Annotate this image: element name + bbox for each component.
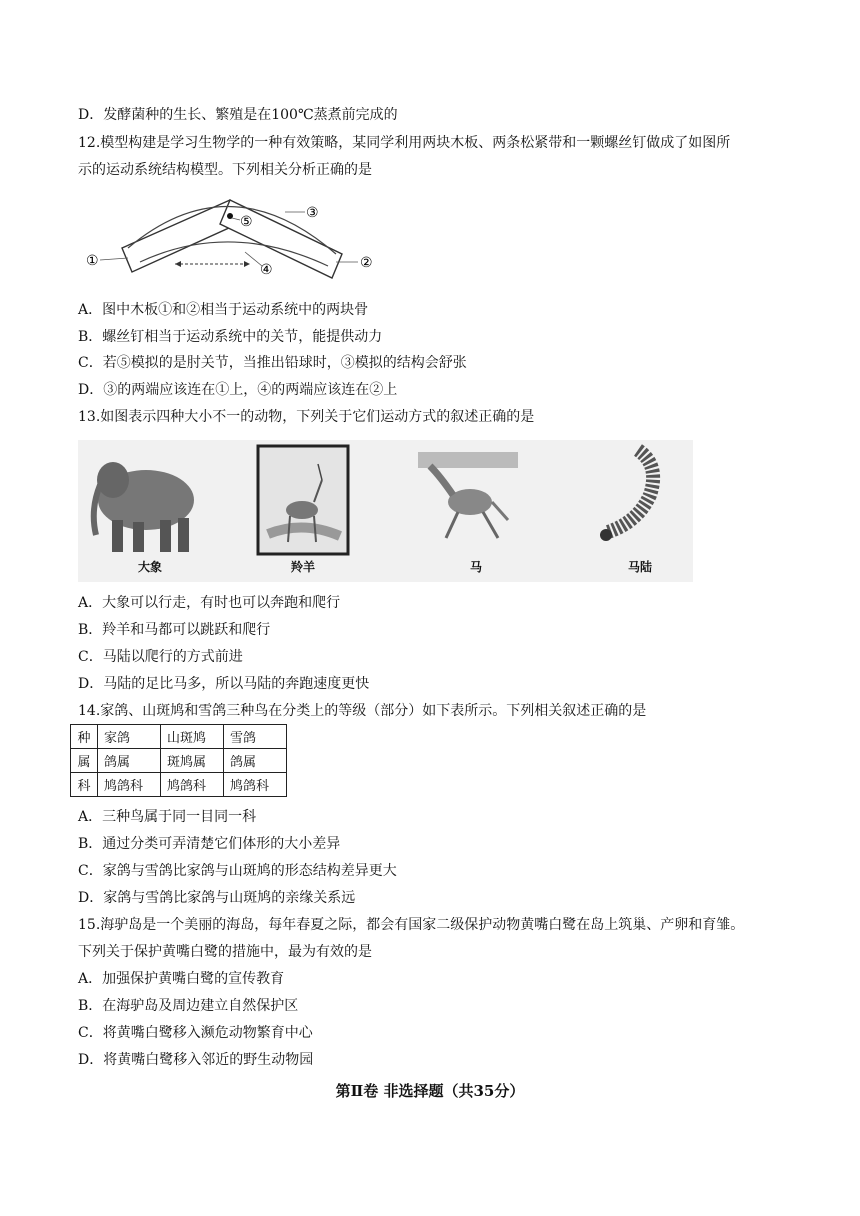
table-row [71, 749, 287, 773]
q14-option-b: B．通过分类可弄清楚它们体形的大小差异 [78, 836, 341, 852]
q12-option-a: A．图中木板①和②相当于运动系统中的两块骨 [78, 302, 369, 318]
section-title: 第Ⅱ卷 非选择题（共35分） [335, 1082, 525, 1100]
table-cell: 鸽属 [224, 749, 287, 773]
label-5: ⑤ [240, 214, 253, 230]
table-cell: 斑鸠属 [161, 749, 224, 773]
q11-option-d: D．发酵菌种的生长、繁殖是在100℃蒸煮前完成的 [78, 107, 398, 123]
q13-option-c: C．马陆以爬行的方式前进 [78, 649, 243, 665]
table-cell: 鸠鸽科 [161, 773, 224, 797]
q14-stem: 14.家鸽、山斑鸠和雪鸽三种鸟在分类上的等级（部分）如下表所示。下列相关叙述正确的是 [78, 703, 647, 719]
table-cell: 鸽属 [98, 749, 161, 773]
table-cell: 鸠鸽科 [224, 773, 287, 797]
label-3: ③ [306, 205, 319, 221]
table-cell: 科 [71, 773, 98, 797]
antelope-label: 羚羊 [290, 560, 315, 574]
elephant-picture [94, 462, 194, 552]
label-4: ④ [260, 262, 273, 278]
four-animals-image [78, 440, 693, 582]
motion-system-model-diagram [80, 190, 380, 290]
label-2: ② [360, 255, 373, 271]
millipede-label: 马陆 [627, 560, 652, 574]
q14-option-d: D．家鸽与雪鸽比家鸽与山斑鸠的亲缘关系远 [78, 890, 356, 906]
q15-option-b: B．在海驴岛及周边建立自然保护区 [78, 998, 299, 1014]
table-cell: 山斑鸠 [161, 725, 224, 749]
q13-option-b: B．羚羊和马都可以跳跃和爬行 [78, 622, 271, 638]
q15-stem-line2: 下列关于保护黄嘴白鹭的措施中，最为有效的是 [78, 944, 372, 960]
q12-stem-line2: 示的运动系统结构模型。下列相关分析正确的是 [78, 162, 372, 178]
classification-table [70, 724, 287, 797]
table-cell: 家鸽 [98, 725, 161, 749]
q12-option-b: B．螺丝钉相当于运动系统中的关节，能提供动力 [78, 329, 383, 345]
q15-option-a: A．加强保护黄嘴白鹭的宣传教育 [78, 971, 285, 987]
table-row [71, 773, 287, 797]
q12-stem-line1: 12.模型构建是学习生物学的一种有效策略，某同学利用两块木板、两条松紧带和一颗螺丝钉做成了如图所 [78, 135, 731, 151]
q14-option-c: C．家鸽与雪鸽比家鸽与山斑鸠的形态结构差异更大 [78, 863, 397, 879]
millipede-picture [600, 450, 653, 541]
q13-stem: 13.如图表示四种大小不一的动物，下列关于它们运动方式的叙述正确的是 [78, 409, 535, 425]
elephant-label: 大象 [137, 560, 162, 574]
q15-stem-line1: 15.海驴岛是一个美丽的海岛，每年春夏之际，都会有国家二级保护动物黄嘴白鹭在岛上筑巢、产卵和育雏。 [78, 917, 745, 933]
q15-option-d: D．将黄嘴白鹭移入邻近的野生动物园 [78, 1052, 314, 1068]
horse-label: 马 [469, 560, 482, 574]
q12-option-d: D．③的两端应该连在①上，④的两端应该连在②上 [78, 382, 398, 398]
q15-option-c: C．将黄嘴白鹭移入濒危动物繁育中心 [78, 1025, 313, 1041]
table-row [71, 725, 287, 749]
horse-picture [418, 452, 518, 538]
q12-option-c: C．若⑤模拟的是肘关节，当推出铅球时，③模拟的结构会舒张 [78, 355, 467, 371]
table-cell: 种 [71, 725, 98, 749]
q14-option-a: A．三种鸟属于同一目同一科 [78, 809, 257, 825]
table-cell: 鸠鸽科 [98, 773, 161, 797]
table-cell: 雪鸽 [224, 725, 287, 749]
q13-option-d: D．马陆的足比马多，所以马陆的奔跑速度更快 [78, 676, 370, 692]
q13-option-a: A．大象可以行走，有时也可以奔跑和爬行 [78, 595, 341, 611]
table-cell: 属 [71, 749, 98, 773]
antelope-picture [258, 446, 348, 554]
label-1: ① [86, 253, 99, 269]
